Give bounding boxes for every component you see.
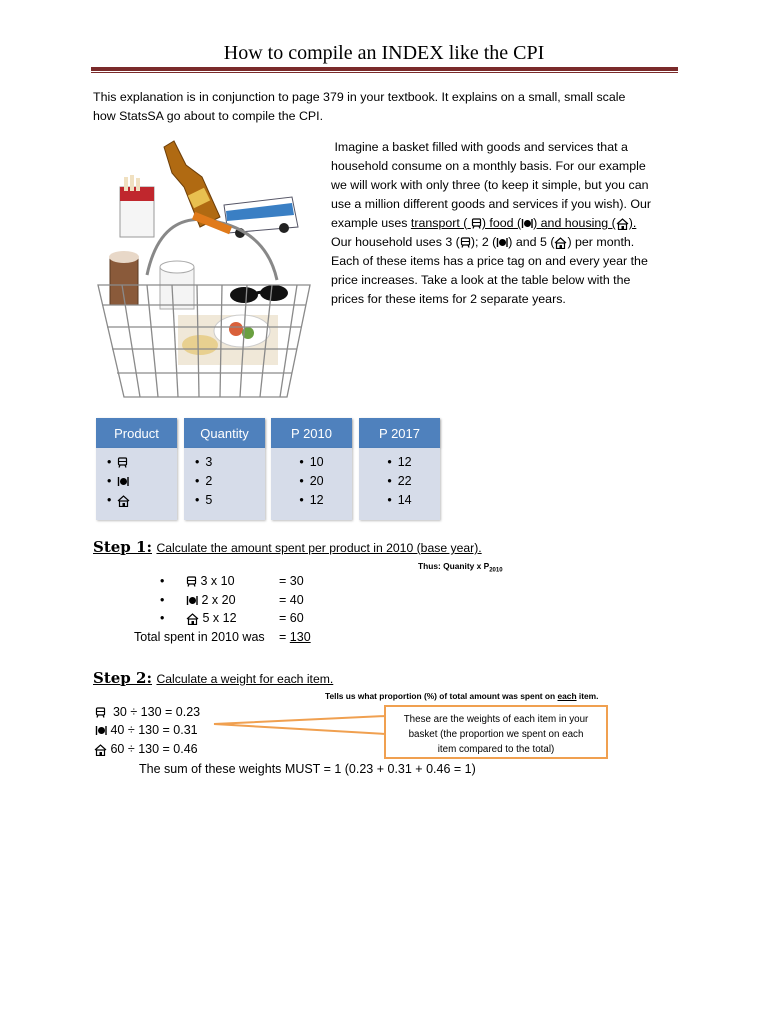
table-column-product <box>96 418 177 520</box>
list-item: • 5 <box>195 493 213 507</box>
step1-row: • <box>160 593 165 607</box>
list-item: • <box>104 491 177 510</box>
list-item: • 20 <box>299 474 324 488</box>
transport-icon <box>117 457 128 468</box>
column-header: P 2017 <box>359 418 440 448</box>
paragraph-line: prices for these items for 2 separate years. <box>331 292 566 306</box>
paragraph-line: we will work with only three (to keep it simple, but you can <box>331 178 649 192</box>
housing-icon <box>616 218 629 230</box>
step1-row: • <box>160 574 165 588</box>
intro-line: This explanation is in conjunction to page 379 in your textbook. It explains on a small, small scale <box>93 90 626 104</box>
step1-row-expr: 5 x 12 <box>186 611 237 625</box>
paragraph-line: Each of these items has a price tag on and every year the <box>331 254 648 268</box>
step1-row-result: = 40 <box>279 593 304 607</box>
list-item: • 10 <box>299 455 324 469</box>
paragraph-line: example uses transport ( ) food ( ) and housing ( ). <box>331 216 637 230</box>
callout-line: item compared to the total) <box>437 744 555 755</box>
list-item: • <box>104 453 177 472</box>
title-rule <box>91 67 678 71</box>
weight-row: 40 ÷ 130 = 0.31 <box>95 723 198 737</box>
basket-paragraph <box>331 138 681 309</box>
step2-heading <box>93 669 333 688</box>
step1-row: • <box>160 611 165 625</box>
list-item: • 2 <box>195 474 213 488</box>
housing-icon <box>94 744 107 756</box>
step1-row-expr: 2 x 20 <box>186 593 236 607</box>
weight-row: 60 ÷ 130 = 0.46 <box>94 742 198 756</box>
step2-note: Tells us what proportion (%) of total amount was spent on each item. <box>325 691 599 701</box>
intro-paragraph <box>93 88 693 126</box>
beer-bottle-image <box>164 141 220 227</box>
housing-icon <box>186 613 199 625</box>
title-rule-thin <box>91 72 678 73</box>
column-body <box>184 448 265 520</box>
table-column-p2010 <box>271 418 352 520</box>
sunglasses-image <box>230 285 288 303</box>
step2-label: Step 2: <box>93 669 152 687</box>
table-column-quantity <box>184 418 265 520</box>
list-item: • 12 <box>299 493 324 507</box>
list-item: • 22 <box>387 474 412 488</box>
list-item: • 14 <box>387 493 412 507</box>
paragraph-line: use a million different goods and services if you wish). Our <box>331 197 652 211</box>
intro-line: how StatsSA go about to compile the CPI. <box>93 109 324 123</box>
step1-text: Calculate the amount spent per product in 2010 (base year). <box>156 541 482 555</box>
paragraph-line: Imagine a basket filled with goods and services that a <box>334 140 628 154</box>
paragraph-line: Our household uses 3 ( ); 2 ( ) and 5 ( ) per month. <box>331 235 635 249</box>
column-header: Product <box>96 418 177 448</box>
table-column-p2017 <box>359 418 440 520</box>
step1-row-expr: 3 x 10 <box>186 574 235 588</box>
weights-callout <box>384 705 608 759</box>
food-plate-image <box>178 315 278 365</box>
step1-note: Thus: Quanity x $P_{2010}$ <box>418 561 503 574</box>
step1-total-label: Total spent in 2010 was <box>134 630 265 644</box>
paragraph-line: price increases. Take a look at the table below with the <box>331 273 631 287</box>
housing-icon <box>554 237 567 249</box>
transport-icon <box>460 237 471 248</box>
column-header: P 2010 <box>271 418 352 448</box>
list-item: • 3 <box>195 455 213 469</box>
transport-icon <box>471 218 482 229</box>
callout-line: These are the weights of each item in your <box>403 714 589 725</box>
bus-image <box>224 197 298 238</box>
shopping-basket-illustration <box>92 135 317 405</box>
list-item: • <box>104 472 177 491</box>
food-icon <box>521 218 533 229</box>
list-item: • 12 <box>387 455 412 469</box>
cigarette-pack-image <box>120 175 154 237</box>
callout-pointer <box>210 710 390 760</box>
transport-icon <box>186 576 197 587</box>
weight-row: 30 ÷ 130 = 0.23 <box>95 705 200 719</box>
step1-heading <box>93 538 482 557</box>
page-title: How to compile an INDEX like the CPI <box>223 42 545 64</box>
transport-icon <box>95 707 106 718</box>
column-body <box>96 448 177 520</box>
step1-row-result: = 60 <box>279 611 304 625</box>
step1-total: = 130 <box>279 630 311 644</box>
column-body <box>359 448 440 520</box>
step1-label: Step 1: <box>93 538 152 556</box>
column-body <box>271 448 352 520</box>
food-icon <box>117 476 129 487</box>
paragraph-line: household consume on a monthly basis. For our example <box>331 159 646 173</box>
step1-row-result: = 30 <box>279 574 304 588</box>
food-icon <box>95 725 107 736</box>
food-icon <box>186 595 198 606</box>
column-header: Quantity <box>184 418 265 448</box>
weights-sum: The sum of these weights MUST = 1 (0.23 + 0.31 + 0.46 = 1) <box>139 762 476 776</box>
callout-line: basket (the proportion we spent on each <box>408 729 584 740</box>
housing-icon <box>117 495 130 507</box>
step2-text: Calculate a weight for each item. <box>156 672 334 686</box>
food-icon <box>496 237 508 248</box>
